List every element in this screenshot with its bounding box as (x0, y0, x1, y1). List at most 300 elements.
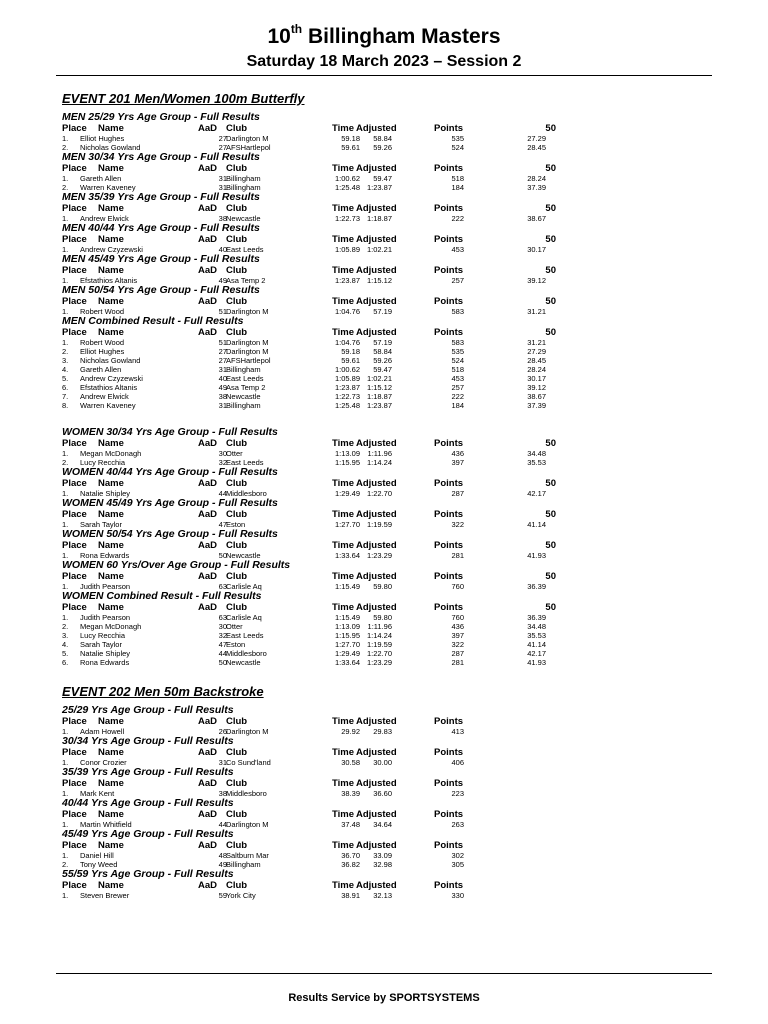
age-group-title: MEN 35/39 Yrs Age Group - Full Results (62, 191, 260, 203)
age-cell: 40 (218, 374, 227, 383)
points-cell: 524 (451, 143, 464, 152)
column-header-time: Time (332, 438, 355, 449)
column-header-row (62, 809, 702, 820)
column-header-points: Points (434, 234, 464, 245)
place-cell: 5. (62, 374, 69, 383)
time-cell: 1:15.95 (334, 631, 360, 640)
column-header-place: Place (62, 438, 87, 449)
column-header-place: Place (62, 778, 87, 789)
club-cell: Darlington M (226, 134, 269, 143)
adjusted-cell: 1:22.70 (366, 649, 392, 658)
age-group-block (62, 427, 702, 467)
result-row (62, 649, 702, 658)
place-cell: 1. (62, 727, 69, 736)
points-cell: 583 (451, 307, 464, 316)
points-cell: 287 (451, 489, 464, 498)
column-header-place: Place (62, 840, 87, 851)
result-row (62, 658, 702, 667)
column-header-age: AaD (198, 438, 218, 449)
time-cell: 1:25.48 (334, 401, 360, 410)
column-header-place: Place (62, 123, 87, 134)
age-cell: 48 (218, 851, 227, 860)
column-header-name: Name (98, 540, 124, 551)
club-cell: Billingham (226, 401, 261, 410)
column-header-place: Place (62, 203, 87, 214)
points-cell: 524 (451, 356, 464, 365)
column-header-club: Club (226, 265, 248, 276)
result-row (62, 640, 702, 649)
split-cell: 38.67 (527, 392, 546, 401)
split-cell: 30.17 (527, 245, 546, 254)
time-cell: 1:05.89 (334, 245, 360, 254)
age-group-title: MEN 30/34 Yrs Age Group - Full Results (62, 151, 260, 163)
age-group-block (62, 829, 702, 869)
club-cell: AFSHartlepol (226, 356, 271, 365)
points-cell: 453 (451, 245, 464, 254)
results-content (62, 90, 702, 900)
time-cell: 1:27.70 (334, 640, 360, 649)
result-row (62, 374, 702, 383)
name-cell: Lucy Recchia (80, 458, 126, 467)
name-cell: Judith Pearson (80, 582, 131, 591)
column-header-club: Club (226, 509, 248, 520)
split-cell: 27.29 (527, 134, 546, 143)
column-header-adjusted: Adjusted (356, 716, 397, 727)
column-header-place: Place (62, 234, 87, 245)
age-group-block (62, 192, 702, 223)
place-cell: 1. (62, 891, 69, 900)
time-cell: 29.92 (341, 727, 360, 736)
column-header-points: Points (434, 716, 464, 727)
column-header-row (62, 747, 702, 758)
column-header-points: Points (434, 880, 464, 891)
split-cell: 41.93 (527, 658, 546, 667)
column-header-split: 50 (545, 602, 556, 613)
name-cell: Andrew Elwick (80, 214, 129, 223)
column-header-time: Time (332, 265, 355, 276)
result-row (62, 851, 702, 860)
column-header-time: Time (332, 840, 355, 851)
result-row (62, 214, 702, 223)
adjusted-cell: 30.00 (373, 758, 392, 767)
age-group-title: WOMEN 45/49 Yrs Age Group - Full Results (62, 497, 278, 509)
column-header-name: Name (98, 716, 124, 727)
club-cell: Middlesboro (226, 789, 267, 798)
column-header-age: AaD (198, 509, 218, 520)
result-row (62, 551, 702, 560)
column-header-age: AaD (198, 478, 218, 489)
time-cell: 1:15.49 (334, 582, 360, 591)
points-cell: 322 (451, 520, 464, 529)
age-cell: 47 (218, 640, 227, 649)
time-cell: 1:13.09 (334, 622, 360, 631)
event-title: EVENT 202 Men 50m Backstroke (62, 684, 264, 699)
points-cell: 257 (451, 383, 464, 392)
points-cell: 223 (451, 789, 464, 798)
adjusted-cell: 33.09 (373, 851, 392, 860)
name-cell: Megan McDonagh (80, 622, 142, 631)
column-header-row (62, 265, 702, 276)
column-header-time: Time (332, 602, 355, 613)
adjusted-cell: 1:02.21 (366, 245, 392, 254)
age-cell: 27 (218, 134, 227, 143)
age-group-block (62, 316, 702, 410)
place-cell: 4. (62, 365, 69, 374)
place-cell: 1. (62, 613, 69, 622)
age-cell: 44 (218, 820, 227, 829)
column-header-name: Name (98, 478, 124, 489)
result-row (62, 174, 702, 183)
age-cell: 63 (218, 582, 227, 591)
column-header-split: 50 (545, 571, 556, 582)
age-cell: 31 (218, 183, 227, 192)
name-cell: Andrew Czyzewski (80, 245, 143, 254)
adjusted-cell: 1:11.96 (367, 449, 392, 458)
age-group-title: MEN Combined Result - Full Results (62, 315, 244, 327)
result-row (62, 356, 702, 365)
split-cell: 31.21 (527, 307, 546, 316)
column-header-club: Club (226, 880, 248, 891)
column-header-adjusted: Adjusted (356, 327, 397, 338)
place-cell: 1. (62, 789, 69, 798)
name-cell: Daniel Hill (80, 851, 114, 860)
result-row (62, 891, 702, 900)
age-group-title: WOMEN 40/44 Yrs Age Group - Full Results (62, 466, 278, 478)
column-header-row (62, 778, 702, 789)
column-header-points: Points (434, 747, 464, 758)
place-cell: 1. (62, 307, 69, 316)
column-header-place: Place (62, 716, 87, 727)
result-row (62, 489, 702, 498)
points-cell: 281 (451, 551, 464, 560)
place-cell: 2. (62, 183, 69, 192)
split-cell: 28.24 (527, 174, 546, 183)
column-header-time: Time (332, 571, 355, 582)
place-cell: 2. (62, 347, 69, 356)
time-cell: 1:25.48 (334, 183, 360, 192)
age-cell: 49 (218, 276, 227, 285)
points-cell: 413 (451, 727, 464, 736)
club-cell: Billingham (226, 183, 261, 192)
column-header-club: Club (226, 234, 248, 245)
column-header-adjusted: Adjusted (356, 880, 397, 891)
adjusted-cell: 1:19.59 (366, 520, 392, 529)
club-cell: Asa Temp 2 (226, 383, 266, 392)
time-cell: 38.39 (341, 789, 360, 798)
name-cell: Robert Wood (80, 307, 125, 316)
name-cell: Gareth Allen (80, 365, 122, 374)
adjusted-cell: 59.80 (373, 613, 392, 622)
column-header-time: Time (332, 234, 355, 245)
column-header-name: Name (98, 296, 124, 307)
adjusted-cell: 58.84 (373, 347, 392, 356)
event-title: EVENT 201 Men/Women 100m Butterfly (62, 91, 305, 106)
club-cell: Darlington M (226, 347, 269, 356)
adjusted-cell: 57.19 (373, 338, 392, 347)
adjusted-cell: 57.19 (373, 307, 392, 316)
column-header-adjusted: Adjusted (356, 809, 397, 820)
name-cell: Tony Weed (80, 860, 118, 869)
split-cell: 27.29 (527, 347, 546, 356)
club-cell: East Leeds (226, 245, 264, 254)
adjusted-cell: 1:14.24 (366, 631, 392, 640)
time-cell: 1:04.76 (334, 307, 360, 316)
age-group-block (62, 798, 702, 829)
column-header-name: Name (98, 265, 124, 276)
age-group-block (62, 736, 702, 767)
name-cell: Gareth Allen (80, 174, 122, 183)
name-cell: Efstathios Altanis (80, 383, 138, 392)
time-cell: 59.18 (341, 347, 360, 356)
age-group-title: WOMEN Combined Result - Full Results (62, 590, 262, 602)
name-cell: Robert Wood (80, 338, 125, 347)
place-cell: 1. (62, 489, 69, 498)
column-header-place: Place (62, 540, 87, 551)
points-cell: 518 (451, 365, 464, 374)
column-header-adjusted: Adjusted (356, 840, 397, 851)
name-cell: Nicholas Gowland (80, 356, 141, 365)
column-header-row (62, 571, 702, 582)
age-cell: 38 (218, 789, 227, 798)
age-cell: 38 (218, 392, 227, 401)
page-header (0, 18, 768, 73)
split-cell: 41.14 (527, 520, 546, 529)
time-cell: 1:27.70 (334, 520, 360, 529)
club-cell: Darlington M (226, 338, 269, 347)
column-header-place: Place (62, 509, 87, 520)
meet-title-ordinal: th (290, 22, 303, 36)
club-cell: Billingham (226, 365, 261, 374)
points-cell: 302 (451, 851, 464, 860)
place-cell: 1. (62, 276, 69, 285)
adjusted-cell: 59.26 (373, 143, 392, 152)
column-header-club: Club (226, 163, 248, 174)
column-header-time: Time (332, 778, 355, 789)
column-header-place: Place (62, 602, 87, 613)
name-cell: Steven Brewer (80, 891, 130, 900)
split-cell: 34.48 (527, 449, 546, 458)
result-row (62, 143, 702, 152)
age-group-title: 35/39 Yrs Age Group - Full Results (62, 766, 234, 778)
column-header-split: 50 (545, 438, 556, 449)
club-cell: Billingham (226, 860, 261, 869)
time-cell: 37.48 (341, 820, 360, 829)
age-group-title: 40/44 Yrs Age Group - Full Results (62, 797, 234, 809)
points-cell: 257 (451, 276, 464, 285)
age-group-block (62, 152, 702, 192)
age-group-title: MEN 45/49 Yrs Age Group - Full Results (62, 253, 260, 265)
age-group-block (62, 869, 702, 900)
time-cell: 59.18 (341, 134, 360, 143)
column-header-name: Name (98, 602, 124, 613)
result-row (62, 613, 702, 622)
result-row (62, 338, 702, 347)
name-cell: Conor Crozier (80, 758, 127, 767)
page-footer: Results Service by SPORTSYSTEMS (288, 992, 480, 1004)
club-cell: Saltburn Mar (226, 851, 269, 860)
club-cell: Carlisle Aq (226, 582, 262, 591)
column-header-adjusted: Adjusted (356, 571, 397, 582)
meet-title-number: 10 (267, 25, 291, 48)
column-header-age: AaD (198, 234, 218, 245)
result-row (62, 789, 702, 798)
club-cell: Eston (226, 520, 246, 529)
place-cell: 1. (62, 582, 69, 591)
place-cell: 3. (62, 356, 69, 365)
club-cell: Middlesboro (226, 489, 267, 498)
column-header-age: AaD (198, 123, 218, 134)
points-cell: 535 (451, 134, 464, 143)
split-cell: 35.53 (527, 631, 546, 640)
column-header-split: 50 (545, 540, 556, 551)
adjusted-cell: 59.26 (373, 356, 392, 365)
column-header-name: Name (98, 234, 124, 245)
column-header-age: AaD (198, 602, 218, 613)
club-cell: Otter (226, 622, 243, 631)
column-header-time: Time (332, 509, 355, 520)
column-header-time: Time (332, 716, 355, 727)
column-header-age: AaD (198, 327, 218, 338)
result-row (62, 622, 702, 631)
column-header-name: Name (98, 163, 124, 174)
adjusted-cell: 1:15.12 (366, 276, 392, 285)
adjusted-cell: 1:02.21 (366, 374, 392, 383)
age-cell: 26 (218, 727, 227, 736)
age-cell: 27 (218, 356, 227, 365)
place-cell: 2. (62, 143, 69, 152)
name-cell: Judith Pearson (80, 613, 131, 622)
age-cell: 31 (218, 758, 227, 767)
result-row (62, 365, 702, 374)
points-cell: 535 (451, 347, 464, 356)
adjusted-cell: 1:23.87 (366, 401, 392, 410)
name-cell: Mark Kent (80, 789, 115, 798)
name-cell: Natalie Shipley (80, 649, 131, 658)
meet-title (0, 18, 768, 50)
column-header-points: Points (434, 478, 464, 489)
split-cell: 36.39 (527, 613, 546, 622)
column-header-adjusted: Adjusted (356, 602, 397, 613)
column-header-age: AaD (198, 880, 218, 891)
split-cell: 41.93 (527, 551, 546, 560)
split-cell: 36.39 (527, 582, 546, 591)
column-header-age: AaD (198, 265, 218, 276)
age-cell: 59 (218, 891, 227, 900)
age-group-title: 25/29 Yrs Age Group - Full Results (62, 704, 234, 716)
column-header-place: Place (62, 327, 87, 338)
result-row (62, 449, 702, 458)
column-header-place: Place (62, 809, 87, 820)
column-header-time: Time (332, 809, 355, 820)
adjusted-cell: 1:23.87 (366, 183, 392, 192)
column-header-name: Name (98, 840, 124, 851)
club-cell: Darlington M (226, 820, 269, 829)
column-header-club: Club (226, 840, 248, 851)
adjusted-cell: 1:23.29 (366, 551, 392, 560)
name-cell: Andrew Elwick (80, 392, 129, 401)
column-header-split: 50 (545, 327, 556, 338)
points-cell: 184 (451, 401, 464, 410)
session-subtitle: Saturday 18 March 2023 – Session 2 (246, 53, 522, 70)
points-cell: 583 (451, 338, 464, 347)
points-cell: 222 (451, 392, 464, 401)
age-cell: 30 (218, 449, 227, 458)
result-row (62, 134, 702, 143)
column-header-adjusted: Adjusted (356, 509, 397, 520)
age-group-block (62, 705, 702, 736)
adjusted-cell: 1:15.12 (366, 383, 392, 392)
age-group-block (62, 285, 702, 316)
split-cell: 35.53 (527, 458, 546, 467)
club-cell: Carlisle Aq (226, 613, 262, 622)
place-cell: 1. (62, 758, 69, 767)
place-cell: 2. (62, 622, 69, 631)
column-header-adjusted: Adjusted (356, 747, 397, 758)
adjusted-cell: 29.83 (373, 727, 392, 736)
club-cell: East Leeds (226, 458, 264, 467)
place-cell: 8. (62, 401, 69, 410)
column-header-club: Club (226, 809, 248, 820)
club-cell: Newcastle (226, 658, 261, 667)
age-cell: 31 (218, 365, 227, 374)
column-header-time: Time (332, 203, 355, 214)
column-header-name: Name (98, 327, 124, 338)
column-header-row (62, 509, 702, 520)
column-header-split: 50 (545, 478, 556, 489)
age-cell: 50 (218, 551, 227, 560)
age-cell: 27 (218, 347, 227, 356)
club-cell: Otter (226, 449, 243, 458)
column-header-time: Time (332, 296, 355, 307)
column-header-club: Club (226, 203, 248, 214)
points-cell: 305 (451, 860, 464, 869)
age-cell: 44 (218, 489, 227, 498)
club-cell: Billingham (226, 174, 261, 183)
result-row (62, 458, 702, 467)
column-header-age: AaD (198, 203, 218, 214)
column-header-row (62, 327, 702, 338)
column-header-name: Name (98, 747, 124, 758)
column-header-time: Time (332, 747, 355, 758)
place-cell: 1. (62, 551, 69, 560)
result-row (62, 582, 702, 591)
age-group-block (62, 254, 702, 285)
column-header-split: 50 (545, 265, 556, 276)
column-header-row (62, 540, 702, 551)
time-cell: 1:05.89 (334, 374, 360, 383)
age-cell: 32 (218, 458, 227, 467)
time-cell: 1:33.64 (334, 551, 360, 560)
time-cell: 1:22.73 (334, 392, 360, 401)
place-cell: 4. (62, 640, 69, 649)
adjusted-cell: 1:14.24 (366, 458, 392, 467)
column-header-points: Points (434, 509, 464, 520)
result-row (62, 727, 702, 736)
result-row (62, 183, 702, 192)
points-cell: 330 (451, 891, 464, 900)
column-header-club: Club (226, 327, 248, 338)
age-cell: 49 (218, 383, 227, 392)
name-cell: Rona Edwards (80, 551, 130, 560)
age-cell: 31 (218, 401, 227, 410)
result-row (62, 520, 702, 529)
time-cell: 1:15.95 (334, 458, 360, 467)
column-header-points: Points (434, 123, 464, 134)
column-header-club: Club (226, 296, 248, 307)
points-cell: 287 (451, 649, 464, 658)
column-header-points: Points (434, 327, 464, 338)
time-cell: 1:15.49 (334, 613, 360, 622)
